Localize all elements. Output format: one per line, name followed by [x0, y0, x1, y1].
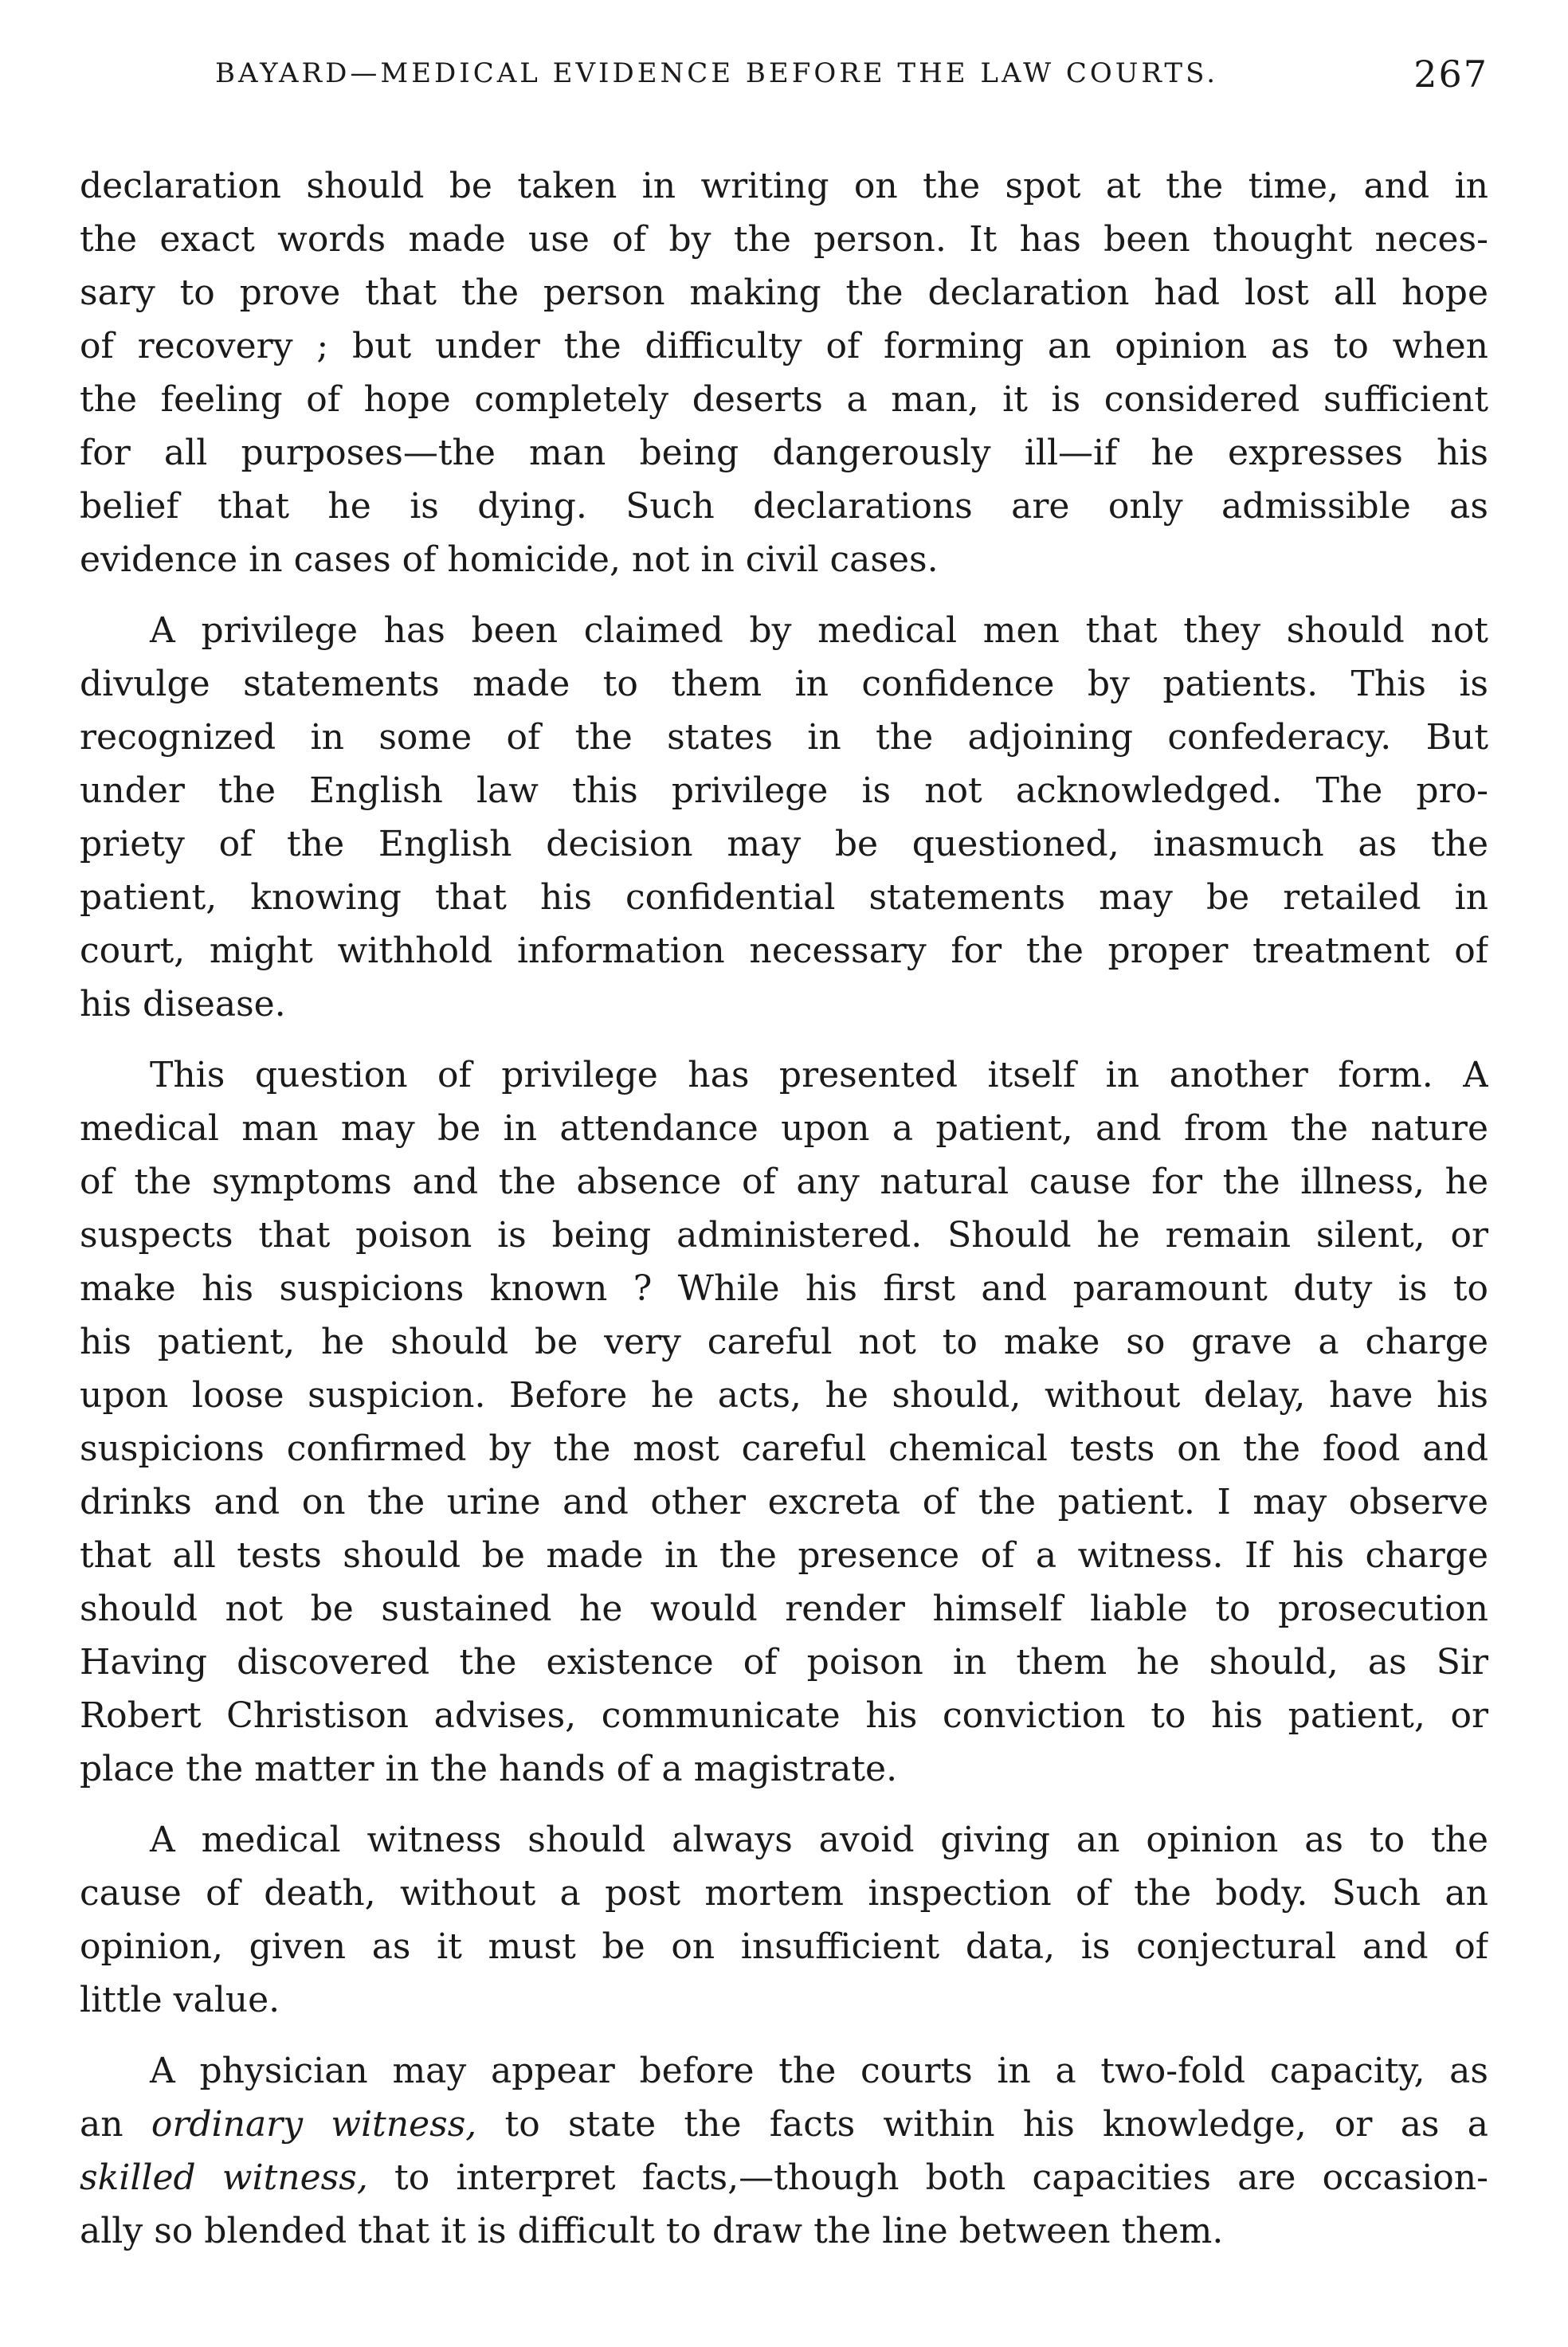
text-line: the exact words made use of by the person. It has been thought neces-: [80, 219, 1488, 260]
text-line: of the symptoms and the absence of any natural cause for the illness, he: [80, 1162, 1488, 1202]
text-segment: to state the facts within his knowledge, or as a: [504, 2104, 1488, 2145]
text-line: cause of death, without a post mortem inspection of the body. Such an: [80, 1873, 1488, 1914]
text-line: opinion, given as it must be on insufficient data, is conjectural and of: [80, 1926, 1488, 1967]
paragraph-two-fold-capacity: [80, 2044, 1488, 2258]
text-line: ally so blended that it is difficult to draw the line between them.: [80, 2211, 1224, 2251]
text-line: little value.: [80, 1980, 280, 2020]
text-line: declaration should be taken in writing on the spot at the time, and in: [80, 166, 1488, 206]
text-line: his disease.: [80, 984, 286, 1025]
paragraph-poison-suspicion: [80, 1048, 1488, 1796]
text-line: upon loose suspicion. Before he acts, he should, without delay, have his: [80, 1375, 1488, 1416]
text-line: evidence in cases of homicide, not in civil cases.: [80, 539, 939, 580]
text-line: This question of privilege has presented itself in another form. A: [150, 1055, 1488, 1095]
text-line: patient, knowing that his confidential statements may be retailed in: [80, 877, 1488, 918]
running-title: BAYARD—MEDICAL EVIDENCE BEFORE THE LAW COURTS.: [215, 57, 1219, 89]
text-line: Robert Christison advises, communicate his conviction to his patient, or: [80, 1695, 1488, 1736]
text-line-with-italic: [80, 2098, 1488, 2151]
text-line: priety of the English decision may be questioned, inasmuch as the: [80, 824, 1488, 864]
text-line: the feeling of hope completely deserts a man, it is considered sufficient: [80, 379, 1488, 420]
italic-term-skilled-witness: skilled witness,: [80, 2157, 368, 2198]
text-segment: an: [80, 2104, 123, 2145]
text-line: Having discovered the existence of poison in them he should, as Sir: [80, 1642, 1488, 1683]
text-line: A privilege has been claimed by medical men that they should not: [150, 610, 1488, 651]
text-line: place the matter in the hands of a magistrate.: [80, 1749, 898, 1789]
text-segment: to interpret facts,—though both capacities are occasion-: [394, 2157, 1488, 2198]
text-line: A medical witness should always avoid giving an opinion as to the: [150, 1820, 1488, 1860]
text-line: his patient, he should be very careful not to make so grave a charge: [80, 1322, 1488, 1362]
text-line: belief that he is dying. Such declarations are only admissible as: [80, 486, 1488, 527]
text-line: divulge statements made to them in confidence by patients. This is: [80, 664, 1488, 704]
text-line: drinks and on the urine and other excreta of the patient. I may observe: [80, 1482, 1488, 1522]
running-head: [80, 53, 1488, 105]
text-line: suspects that poison is being administered. Should he remain silent, or: [80, 1215, 1488, 1256]
body-text: [80, 159, 1488, 2275]
paragraph-privilege: [80, 604, 1488, 1031]
paragraph-dying-declarations: [80, 159, 1488, 586]
text-line: recognized in some of the states in the adjoining confederacy. But: [80, 717, 1488, 758]
text-line: make his suspicions known ? While his first and paramount duty is to: [80, 1268, 1488, 1309]
text-line: should not be sustained he would render himself liable to prosecution: [80, 1589, 1488, 1629]
text-line: medical man may be in attendance upon a patient, and from the nature: [80, 1108, 1488, 1149]
paragraph-opinion-cause-of-death: [80, 1813, 1488, 2027]
text-line: court, might withhold information necessary for the proper treatment of: [80, 931, 1488, 971]
text-line: A physician may appear before the courts in a two-fold capacity, as: [150, 2051, 1488, 2091]
text-line: of recovery ; but under the difficulty of forming an opinion as to when: [80, 326, 1488, 366]
page-number: 267: [1413, 53, 1488, 96]
text-line-with-italic: [80, 2151, 1488, 2204]
text-line: suspicions confirmed by the most careful chemical tests on the food and: [80, 1428, 1488, 1469]
text-line: for all purposes—the man being dangerously ill—if he expresses his: [80, 433, 1488, 473]
text-line: under the English law this privilege is not acknowledged. The pro-: [80, 770, 1488, 811]
text-line: that all tests should be made in the presence of a witness. If his charge: [80, 1535, 1488, 1576]
text-line: sary to prove that the person making the declaration had lost all hope: [80, 272, 1488, 313]
italic-term-ordinary-witness: ordinary witness,: [151, 2104, 477, 2145]
